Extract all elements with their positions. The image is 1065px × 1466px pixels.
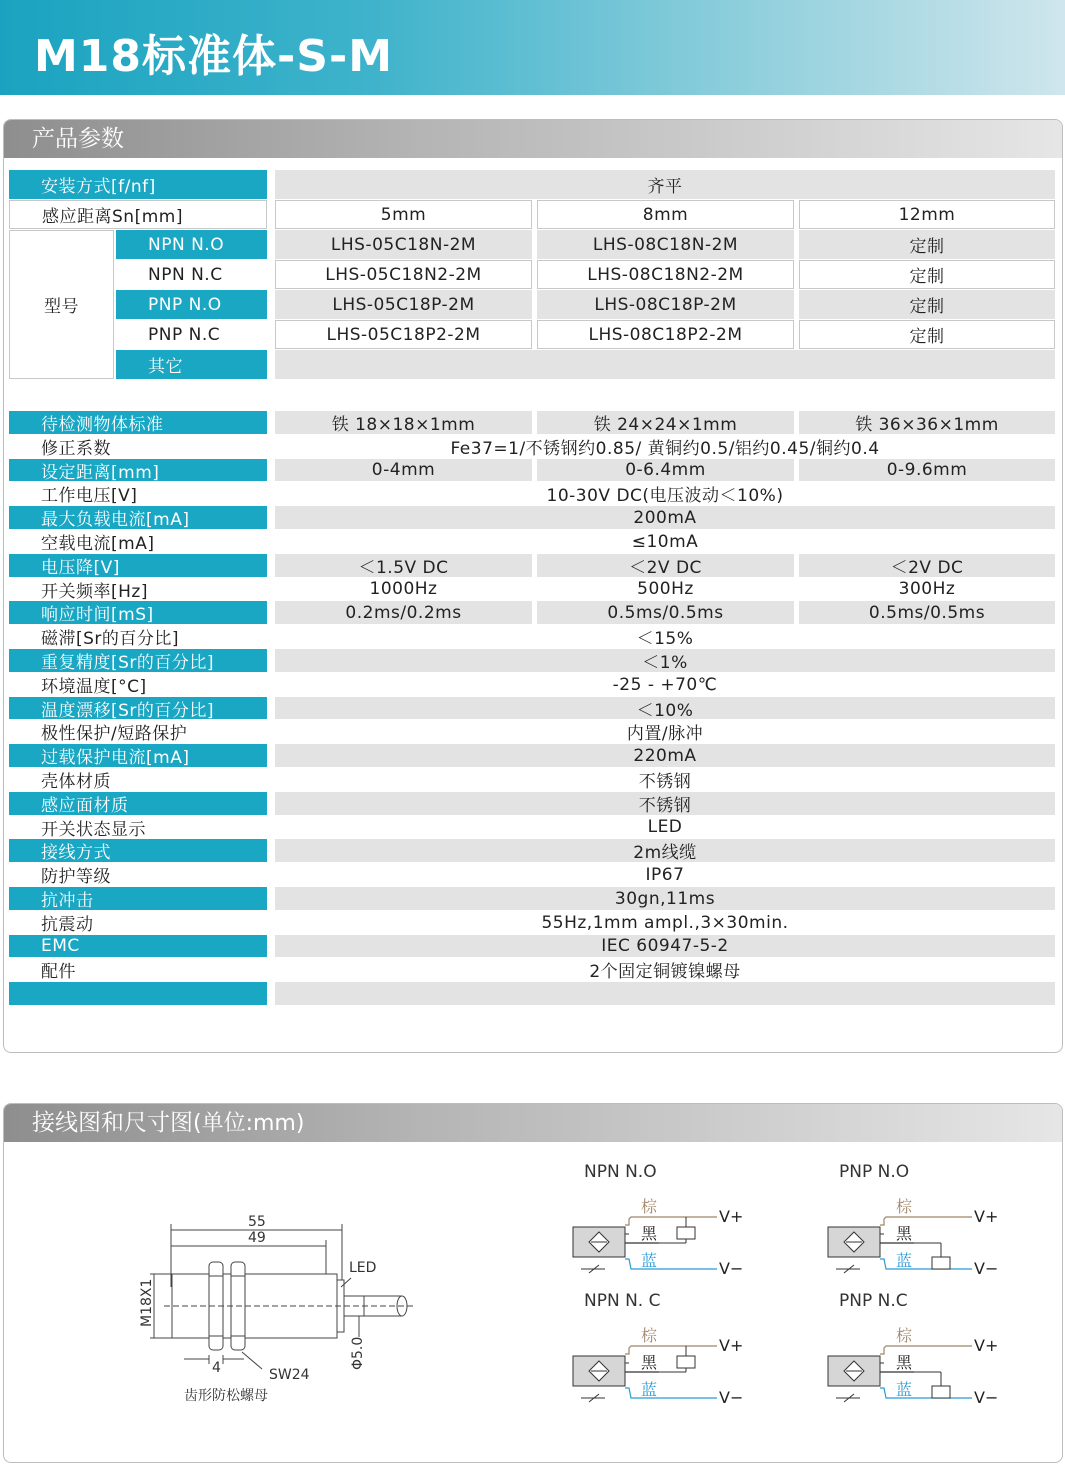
diagrams: [4, 1142, 1063, 1462]
blue-wire: [625, 1259, 717, 1269]
thread-label: M18X1: [139, 1278, 155, 1327]
spec-label: 过载保护电流[mA]: [9, 744, 267, 767]
spec-value: ＜1.5V DC: [275, 554, 532, 577]
spec-value: 0-4mm: [275, 459, 532, 481]
title-banner: [0, 0, 1065, 95]
wrench-label: SW24: [269, 1367, 310, 1383]
distance-value: 5mm: [275, 200, 532, 229]
model-type: PNP N.C: [116, 320, 267, 349]
wiring-dimension-section: [3, 1103, 1063, 1463]
section-unit: (单位:mm): [193, 1111, 305, 1136]
vplus-label: V+: [974, 1207, 999, 1226]
spec-value: ＜10%: [275, 697, 1055, 719]
brown-label: 棕: [641, 1197, 658, 1216]
black-label: 黑: [641, 1353, 658, 1372]
page-title: M18标准体-S-M: [34, 31, 394, 82]
wiring-diagram: [828, 1291, 998, 1407]
spec-label: 空载电流[mA]: [9, 530, 267, 553]
model-type: PNP N.O: [116, 290, 267, 319]
spec-value: IEC 60947-5-2: [275, 935, 1055, 957]
vplus-label: V+: [719, 1336, 744, 1355]
spec-value: Fe37=1/不锈钢约0.85/ 黄铜约0.5/铝约0.45/铜约0.4: [275, 435, 1055, 458]
spec-value: 200mA: [275, 506, 1055, 529]
model-number: LHS-08C18N2-2M: [537, 260, 794, 289]
spec-label: 环境温度[°C]: [9, 673, 267, 696]
spec-label: 响应时间[mS]: [9, 601, 267, 624]
spec-label: 设定距离[mm]: [9, 459, 267, 481]
spec-label: 重复精度[Sr的百分比]: [9, 649, 267, 672]
spec-value: 铁 18×18×1mm: [275, 411, 532, 434]
spec-value: 2m线缆: [275, 839, 1055, 862]
spec-value: ＜15%: [275, 625, 1055, 648]
spec-value: 铁 36×36×1mm: [799, 411, 1055, 434]
blue-wire: [880, 1388, 972, 1398]
spec-label: 电压降[V]: [9, 554, 267, 577]
spec-value: 0.5ms/0.5ms: [537, 601, 794, 624]
spec-label: 工作电压[V]: [9, 482, 267, 505]
model-number: LHS-05C18N2-2M: [275, 260, 532, 289]
vminus-label: V−: [974, 1388, 999, 1407]
black-label: 黑: [896, 1224, 913, 1243]
cable-dia-label: Φ5.0: [350, 1336, 366, 1370]
spec-value: 0.5ms/0.5ms: [799, 601, 1055, 624]
load-symbol: [932, 1386, 950, 1398]
led-label: LED: [349, 1260, 377, 1276]
spec-value: 0-9.6mm: [799, 459, 1055, 481]
load-symbol: [677, 1227, 695, 1239]
load-symbol: [677, 1356, 695, 1368]
blue-label: 蓝: [641, 1251, 658, 1270]
black-label: 黑: [896, 1353, 913, 1372]
spec-label: 极性保护/短路保护: [9, 720, 267, 743]
vminus-label: V−: [719, 1259, 744, 1278]
mount-value: 齐平: [275, 170, 1055, 199]
brown-wire: [625, 1346, 717, 1354]
brown-wire: [625, 1217, 717, 1225]
spec-value: 0.2ms/0.2ms: [275, 601, 532, 624]
wiring-title: NPN N.O: [584, 1162, 657, 1182]
spec-label: EMC: [9, 935, 267, 957]
spec-label: 感应面材质: [9, 792, 267, 815]
spec-label: 抗冲击: [9, 887, 267, 910]
wiring-title: PNP N.O: [839, 1162, 910, 1182]
spec-value: 500Hz: [537, 578, 794, 600]
wiring-diagram: [828, 1162, 998, 1278]
spec-value: 220mA: [275, 744, 1055, 767]
brown-label: 棕: [896, 1326, 913, 1345]
spec-value: 1000Hz: [275, 578, 532, 600]
wiring-diagram: [573, 1162, 743, 1278]
distance-value: 12mm: [799, 200, 1055, 229]
distance-value: 8mm: [537, 200, 794, 229]
section-header: [4, 1104, 1062, 1142]
model-value-empty: [275, 350, 1055, 379]
nut-width-label: 4: [212, 1360, 221, 1376]
wiring-diagram: [573, 1291, 743, 1407]
blue-wire: [625, 1388, 717, 1398]
spec-value: ≤10mA: [275, 530, 1055, 553]
model-type: NPN N.O: [116, 230, 267, 259]
wiring-title: PNP N.C: [839, 1291, 908, 1311]
section-title: 产品参数: [32, 126, 124, 152]
blue-label: 蓝: [896, 1380, 913, 1399]
mount-label: 安装方式[f/nf]: [9, 170, 267, 199]
brown-label: 棕: [641, 1326, 658, 1345]
spec-value: ＜2V DC: [799, 554, 1055, 577]
spec-label: 接线方式: [9, 839, 267, 862]
spec-value: ＜2V DC: [537, 554, 794, 577]
section-title: 接线图和尺寸图: [32, 1110, 193, 1136]
vplus-label: V+: [719, 1207, 744, 1226]
dim-body: 49: [248, 1230, 266, 1246]
model-number: LHS-08C18P2-2M: [537, 320, 794, 349]
spec-label: 防护等级: [9, 863, 267, 886]
brown-label: 棕: [896, 1197, 913, 1216]
spec-value: 内置/脉冲: [275, 720, 1055, 743]
spec-label: 温度漂移[Sr的百分比]: [9, 697, 267, 719]
spec-value: 0-6.4mm: [537, 459, 794, 481]
model-label: 型号: [9, 230, 114, 379]
spec-label: 磁滞[Sr的百分比]: [9, 625, 267, 648]
spec-label: 待检测物体标准: [9, 411, 267, 434]
model-number: LHS-08C18N-2M: [537, 230, 794, 259]
blue-label: 蓝: [641, 1380, 658, 1399]
spec-value: -25 - +70℃: [275, 673, 1055, 696]
model-type: NPN N.C: [116, 260, 267, 289]
wiring-title: NPN N. C: [584, 1291, 661, 1311]
model-number: LHS-05C18P2-2M: [275, 320, 532, 349]
vminus-label: V−: [974, 1259, 999, 1278]
vplus-label: V+: [974, 1336, 999, 1355]
wiring-diagrams: [573, 1162, 998, 1407]
vminus-label: V−: [719, 1388, 744, 1407]
spec-value: 不锈钢: [275, 792, 1055, 815]
spec-value: 2个固定铜镀镍螺母: [275, 958, 1055, 981]
spec-label: 开关频率[Hz]: [9, 578, 267, 600]
model-number: 定制: [799, 290, 1055, 319]
black-label: 黑: [641, 1224, 658, 1243]
spec-value: 10-30V DC(电压波动＜10%): [275, 482, 1055, 505]
spec-value: ＜1%: [275, 649, 1055, 672]
product-params-section: [3, 119, 1063, 1053]
spec-label: 修正系数: [9, 435, 267, 458]
dim-total: 55: [248, 1214, 266, 1230]
section-header: [4, 120, 1062, 158]
spec-label: [9, 982, 267, 1005]
model-number: 定制: [799, 230, 1055, 259]
spec-label: 抗震动: [9, 911, 267, 934]
spec-label: 最大负载电流[mA]: [9, 506, 267, 529]
brown-wire: [880, 1217, 972, 1225]
spec-value: IP67: [275, 863, 1055, 886]
spec-value: 300Hz: [799, 578, 1055, 600]
spec-value: [275, 982, 1055, 1005]
spec-value: 铁 24×24×1mm: [537, 411, 794, 434]
model-number: LHS-05C18P-2M: [275, 290, 532, 319]
load-symbol: [932, 1257, 950, 1269]
spec-value: LED: [275, 816, 1055, 838]
model-number: 定制: [799, 260, 1055, 289]
spec-label: 开关状态显示: [9, 816, 267, 838]
dimension-drawing: [150, 1224, 414, 1369]
model-number: LHS-05C18N-2M: [275, 230, 532, 259]
brown-wire: [880, 1346, 972, 1354]
blue-label: 蓝: [896, 1251, 913, 1270]
spec-label: 壳体材质: [9, 768, 267, 791]
nut-caption: 齿形防松螺母: [184, 1388, 268, 1404]
spec-value: 55Hz,1mm ampl.,3×30min.: [275, 911, 1055, 934]
model-type: 其它: [116, 350, 267, 379]
distance-label: 感应距离Sn[mm]: [9, 200, 267, 229]
model-number: LHS-08C18P-2M: [537, 290, 794, 319]
blue-wire: [880, 1259, 972, 1269]
spec-value: 不锈钢: [275, 768, 1055, 791]
model-number: 定制: [799, 320, 1055, 349]
spec-label: 配件: [9, 958, 267, 981]
spec-value: 30gn,11ms: [275, 887, 1055, 910]
